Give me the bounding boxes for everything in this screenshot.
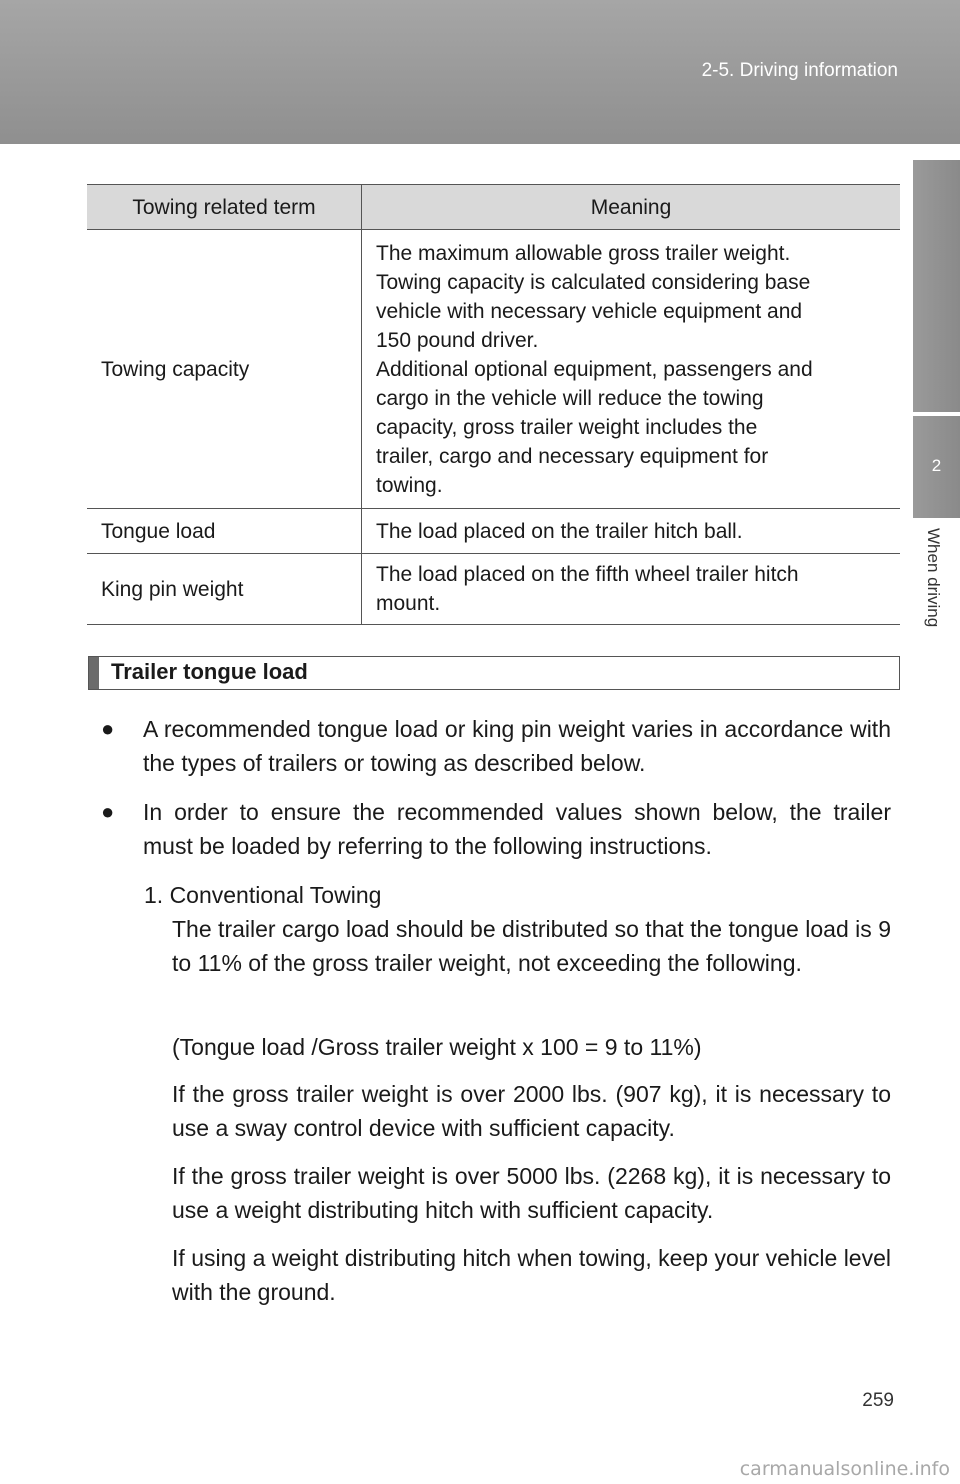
term-cell: Tongue load [87, 509, 362, 554]
chapter-tab-label [913, 520, 960, 670]
meaning-line: The load placed on the trailer hitch ball. [376, 519, 743, 543]
meaning-cell [362, 509, 901, 554]
bullet-icon: ● [101, 716, 115, 741]
bullet-text: In order to ensure the recommended values shown below, the trailer must be loaded by referring to the following instructions. [143, 799, 891, 859]
side-tab-upper [913, 160, 960, 412]
section-accent-block [89, 657, 99, 689]
term-cell: King pin weight [87, 554, 362, 625]
step-paragraph: The trailer cargo load should be distributed so that the tongue load is 9 to 11% of the gross trailer weight, not exceeding the following. [172, 916, 891, 976]
meaning-line: The load placed on the fifth wheel trailer hitch [376, 563, 799, 586]
meaning-line: Towing capacity is calculated considering base [376, 270, 811, 294]
meaning-cell [362, 230, 901, 509]
page-header [0, 0, 960, 144]
section-title: 2-5. Driving information [701, 60, 898, 81]
meaning-cell [362, 554, 901, 625]
column-header-term: Towing related term [87, 185, 362, 230]
bullet-icon: ● [101, 799, 115, 824]
meaning-line: mount. [376, 592, 441, 615]
meaning-line: towing. [376, 473, 443, 497]
bullet-item [101, 795, 891, 863]
step-paragraph: If the gross trailer weight is over 2000 lbs. (907 kg), it is necessary to use a sway control device with sufficient capacity. [172, 1081, 891, 1141]
meaning-line: capacity, gross trailer weight includes the [376, 415, 758, 439]
table-row [87, 509, 900, 554]
meaning-line: cargo in the vehicle will reduce the towing [376, 386, 764, 410]
watermark-text: carmanualsonline.info [739, 1458, 950, 1480]
meaning-line: vehicle with necessary vehicle equipment and [376, 299, 803, 323]
bullet-item [101, 712, 891, 780]
bullet-text: A recommended tongue load or king pin weight varies in accordance with the types of trailers or towing as described below. [143, 716, 891, 776]
meaning-line: 150 pound driver. [376, 328, 539, 352]
page-number: 259 [862, 1390, 894, 1411]
table-row [87, 554, 900, 625]
meaning-line: trailer, cargo and necessary equipment for [376, 444, 769, 468]
column-header-meaning: Meaning [362, 185, 901, 230]
step-formula: (Tongue load /Gross trailer weight x 100 = 9 to 11%) [172, 1034, 702, 1060]
step-heading: 1. Conventional Towing [144, 882, 382, 908]
chapter-tab-number[interactable]: 2 [913, 416, 960, 518]
meaning-line: Additional optional equipment, passengers and [376, 357, 813, 381]
towing-terms-table [87, 184, 900, 625]
meaning-line: The maximum allowable gross trailer weight. [376, 241, 791, 265]
section-heading: Trailer tongue load [111, 659, 308, 684]
step-paragraph: If the gross trailer weight is over 5000 lbs. (2268 kg), it is necessary to use a weight distributing hitch with sufficient capacity. [172, 1163, 891, 1223]
step-paragraph: If using a weight distributing hitch when towing, keep your vehicle level with the ground. [172, 1245, 891, 1305]
table-row [87, 230, 900, 509]
section-heading-bar [88, 656, 900, 690]
chapter-tab-text: When driving [924, 528, 943, 628]
term-cell: Towing capacity [87, 230, 362, 509]
